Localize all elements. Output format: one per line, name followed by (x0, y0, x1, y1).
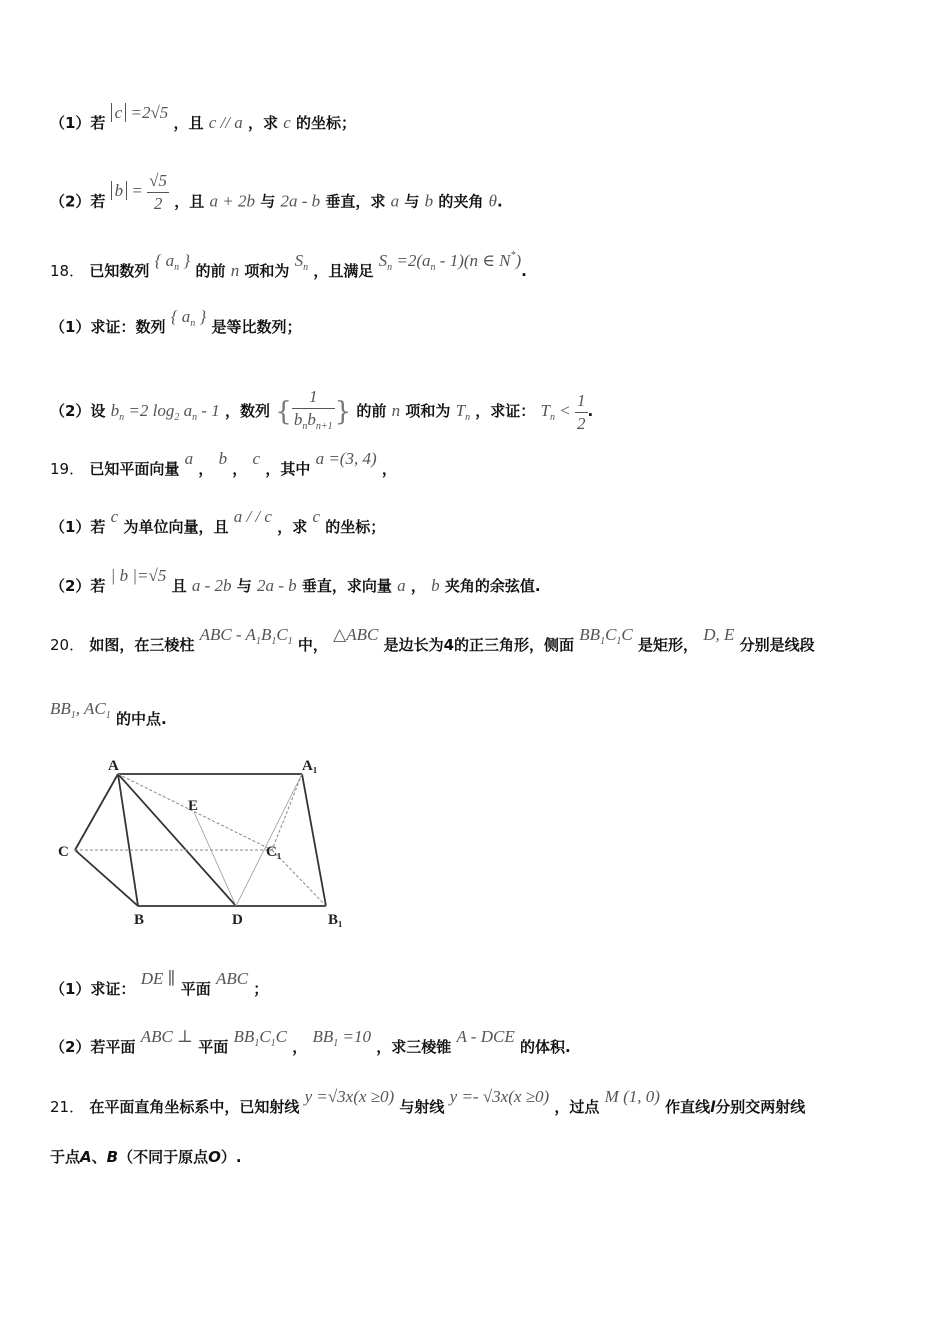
math-abs-b-eq: b = $\frac{√5}{2}$ (111, 181, 169, 200)
math-2a-minus-b: 2a - b (280, 191, 321, 211)
math-a-minus-2b: a - 2b (191, 576, 232, 595)
q20-part2: （2）若平面 ABC ⊥ 平面 $BB_1C_1C$ ， $BB_1 =10$ ，求三棱锥 A - DCE 的体积. (50, 1027, 571, 1056)
math-Tn: $T_n$ (455, 400, 471, 423)
math-2a-minus-b: 2a - b (256, 576, 297, 595)
math-de-parallel: DE ∥ (140, 969, 176, 988)
math-bb1-eq-10: $BB_1 =10$ (312, 1027, 371, 1049)
math-b: b (424, 191, 434, 211)
math-c: c (252, 449, 261, 468)
edge-a-c (75, 774, 118, 850)
segment-d-e (194, 812, 236, 906)
edge-c-b (75, 850, 138, 906)
prism-figure (50, 752, 360, 932)
math-de: D, E (703, 625, 735, 644)
q19-stem: 19． 已知平面向量 a ， b ， c ，其中 a =(3, 4) ， (50, 449, 397, 478)
edge-a1-c1 (272, 774, 302, 850)
label-A: A (108, 758, 119, 774)
q21-stem-line2: 于点A、B（不同于原点O）. (50, 1148, 242, 1166)
math-a: a (390, 191, 400, 211)
math-ray-1: y =√3x(x ≥0) (304, 1087, 395, 1106)
math-abs-c-eq: c =2√5 (111, 103, 169, 122)
label-A1: A₁ (302, 758, 318, 774)
fraction-sqrt5-over-2: $\frac{√5}{2}$ (149, 171, 167, 213)
math-triangle-abc: △ABC (333, 625, 379, 644)
math-a: a (397, 576, 406, 595)
q18-stem: 18． 已知数列 { $a_n$ } 的前 n 项和为 $S_n$ ，且满足 $S_n =2(a_n - 1)(n$ ∈ N*). (50, 250, 527, 280)
label-C1: C₁ (266, 844, 282, 860)
math-pyramid-adce: A - DCE (456, 1027, 515, 1046)
math-c-parallel-a: c // a (208, 113, 243, 132)
math-abc-perp: ABC ⊥ (140, 1027, 194, 1046)
math-abs-b-sqrt5: | b |=√5 (110, 566, 167, 585)
q19-part1: （1）若 c 为单位向量，且 a / / c ，求 c 的坐标； (50, 507, 386, 536)
math-c-2: c (312, 507, 320, 526)
label-B1: B₁ (328, 912, 343, 928)
label-B: B (134, 912, 145, 928)
label-D: D (232, 912, 243, 928)
math-face-bb1c1c-2: $BB_1C_1C$ (233, 1027, 287, 1049)
math-seq-an-2: { $a_n$ } (170, 307, 207, 329)
q19-part2: （2）若 | b |=√5 且 a - 2b 与 2a - b 垂直，求向量 a ， b 夹角的余弦值. (50, 566, 541, 595)
math-a-parallel-c: a / / c (233, 507, 272, 526)
math-a-plus-2b: a + 2b (209, 191, 255, 211)
math-n-2: n (391, 400, 401, 420)
q21-stem: 21． 在平面直角坐标系中，已知射线 y =√3x(x ≥0) 与射线 y =- √3x(x ≥0) ，过点 M (1, 0) 作直线l分别交两射线 (50, 1087, 806, 1116)
math-theta: θ (488, 191, 497, 211)
math-ray-2: y =- √3x(x ≥0) (449, 1087, 550, 1106)
math-prism: ABC - $A_1B_1C_1$ (199, 625, 293, 647)
math-Sn: $S_n$ (294, 251, 309, 273)
label-C: C (58, 844, 69, 860)
q18-part1: （1）求证：数列 { $a_n$ } 是等比数列； (50, 307, 302, 336)
q17-part1: （1）若 c =2√5 ，且 c // a ，求 c 的坐标； (50, 103, 357, 132)
math-c: c (110, 507, 119, 526)
math-face-bb1c1c: $BB_1C_1C$ (579, 625, 633, 647)
math-n: n (230, 261, 240, 280)
q17-part2: （2）若 b = $\frac{√5}{2}$ ，且 a + 2b 与 2a - b 垂直，求 a 与 b 的夹角 θ. (50, 171, 503, 213)
math-a: a (184, 449, 194, 468)
math-seq-reciprocal: { $\frac{1}{b_nb_{n+1}}$ } (275, 387, 352, 432)
math-a-eq-34: a =(3, 4) (315, 449, 377, 468)
math-point-m: M (1, 0) (604, 1087, 660, 1106)
math-b: b (218, 449, 228, 468)
math-seq-an: { $a_n$ } (154, 251, 191, 273)
q20-part1: （1）求证： DE ∥ 平面 ABC ； (50, 969, 269, 998)
edge-a1-b1 (302, 774, 326, 906)
q18-part2: （2）设 $b_n =2$ $\log_2 a_n - 1$ ，数列 { $\frac{1}{b_nb_{n+1}}$ } 的前 n 项和为 $T_n$ ，求证： $T_n$ < $\frac{1}{2}$ . (50, 387, 594, 433)
q20-stem: 20． 如图，在三棱柱 ABC - $A_1B_1C_1$ 中， △ABC 是边长为4的正三角形，侧面 $BB_1C_1C$ 是矩形， D, E 分别是线段 (50, 625, 815, 654)
math-c: c (283, 113, 291, 132)
math-plane-abc: ABC (215, 969, 249, 988)
math-bn-def: $b_n =2$ $\log_2 a_n - 1$ (110, 400, 220, 423)
math-Sn-formula: $S_n =2(a_n - 1)(n$ ∈ N*) (378, 250, 522, 273)
q20-stem-line2: $BB_1$, $AC_1$ 的中点. (50, 699, 167, 728)
math-bb1-ac1: $BB_1$, $AC_1$ (50, 699, 111, 721)
math-b: b (431, 576, 440, 595)
math-Tn-lt-half: $T_n$ < $\frac{1}{2}$ (540, 390, 586, 433)
segment-d-a1 (236, 774, 302, 906)
label-E: E (188, 798, 199, 814)
